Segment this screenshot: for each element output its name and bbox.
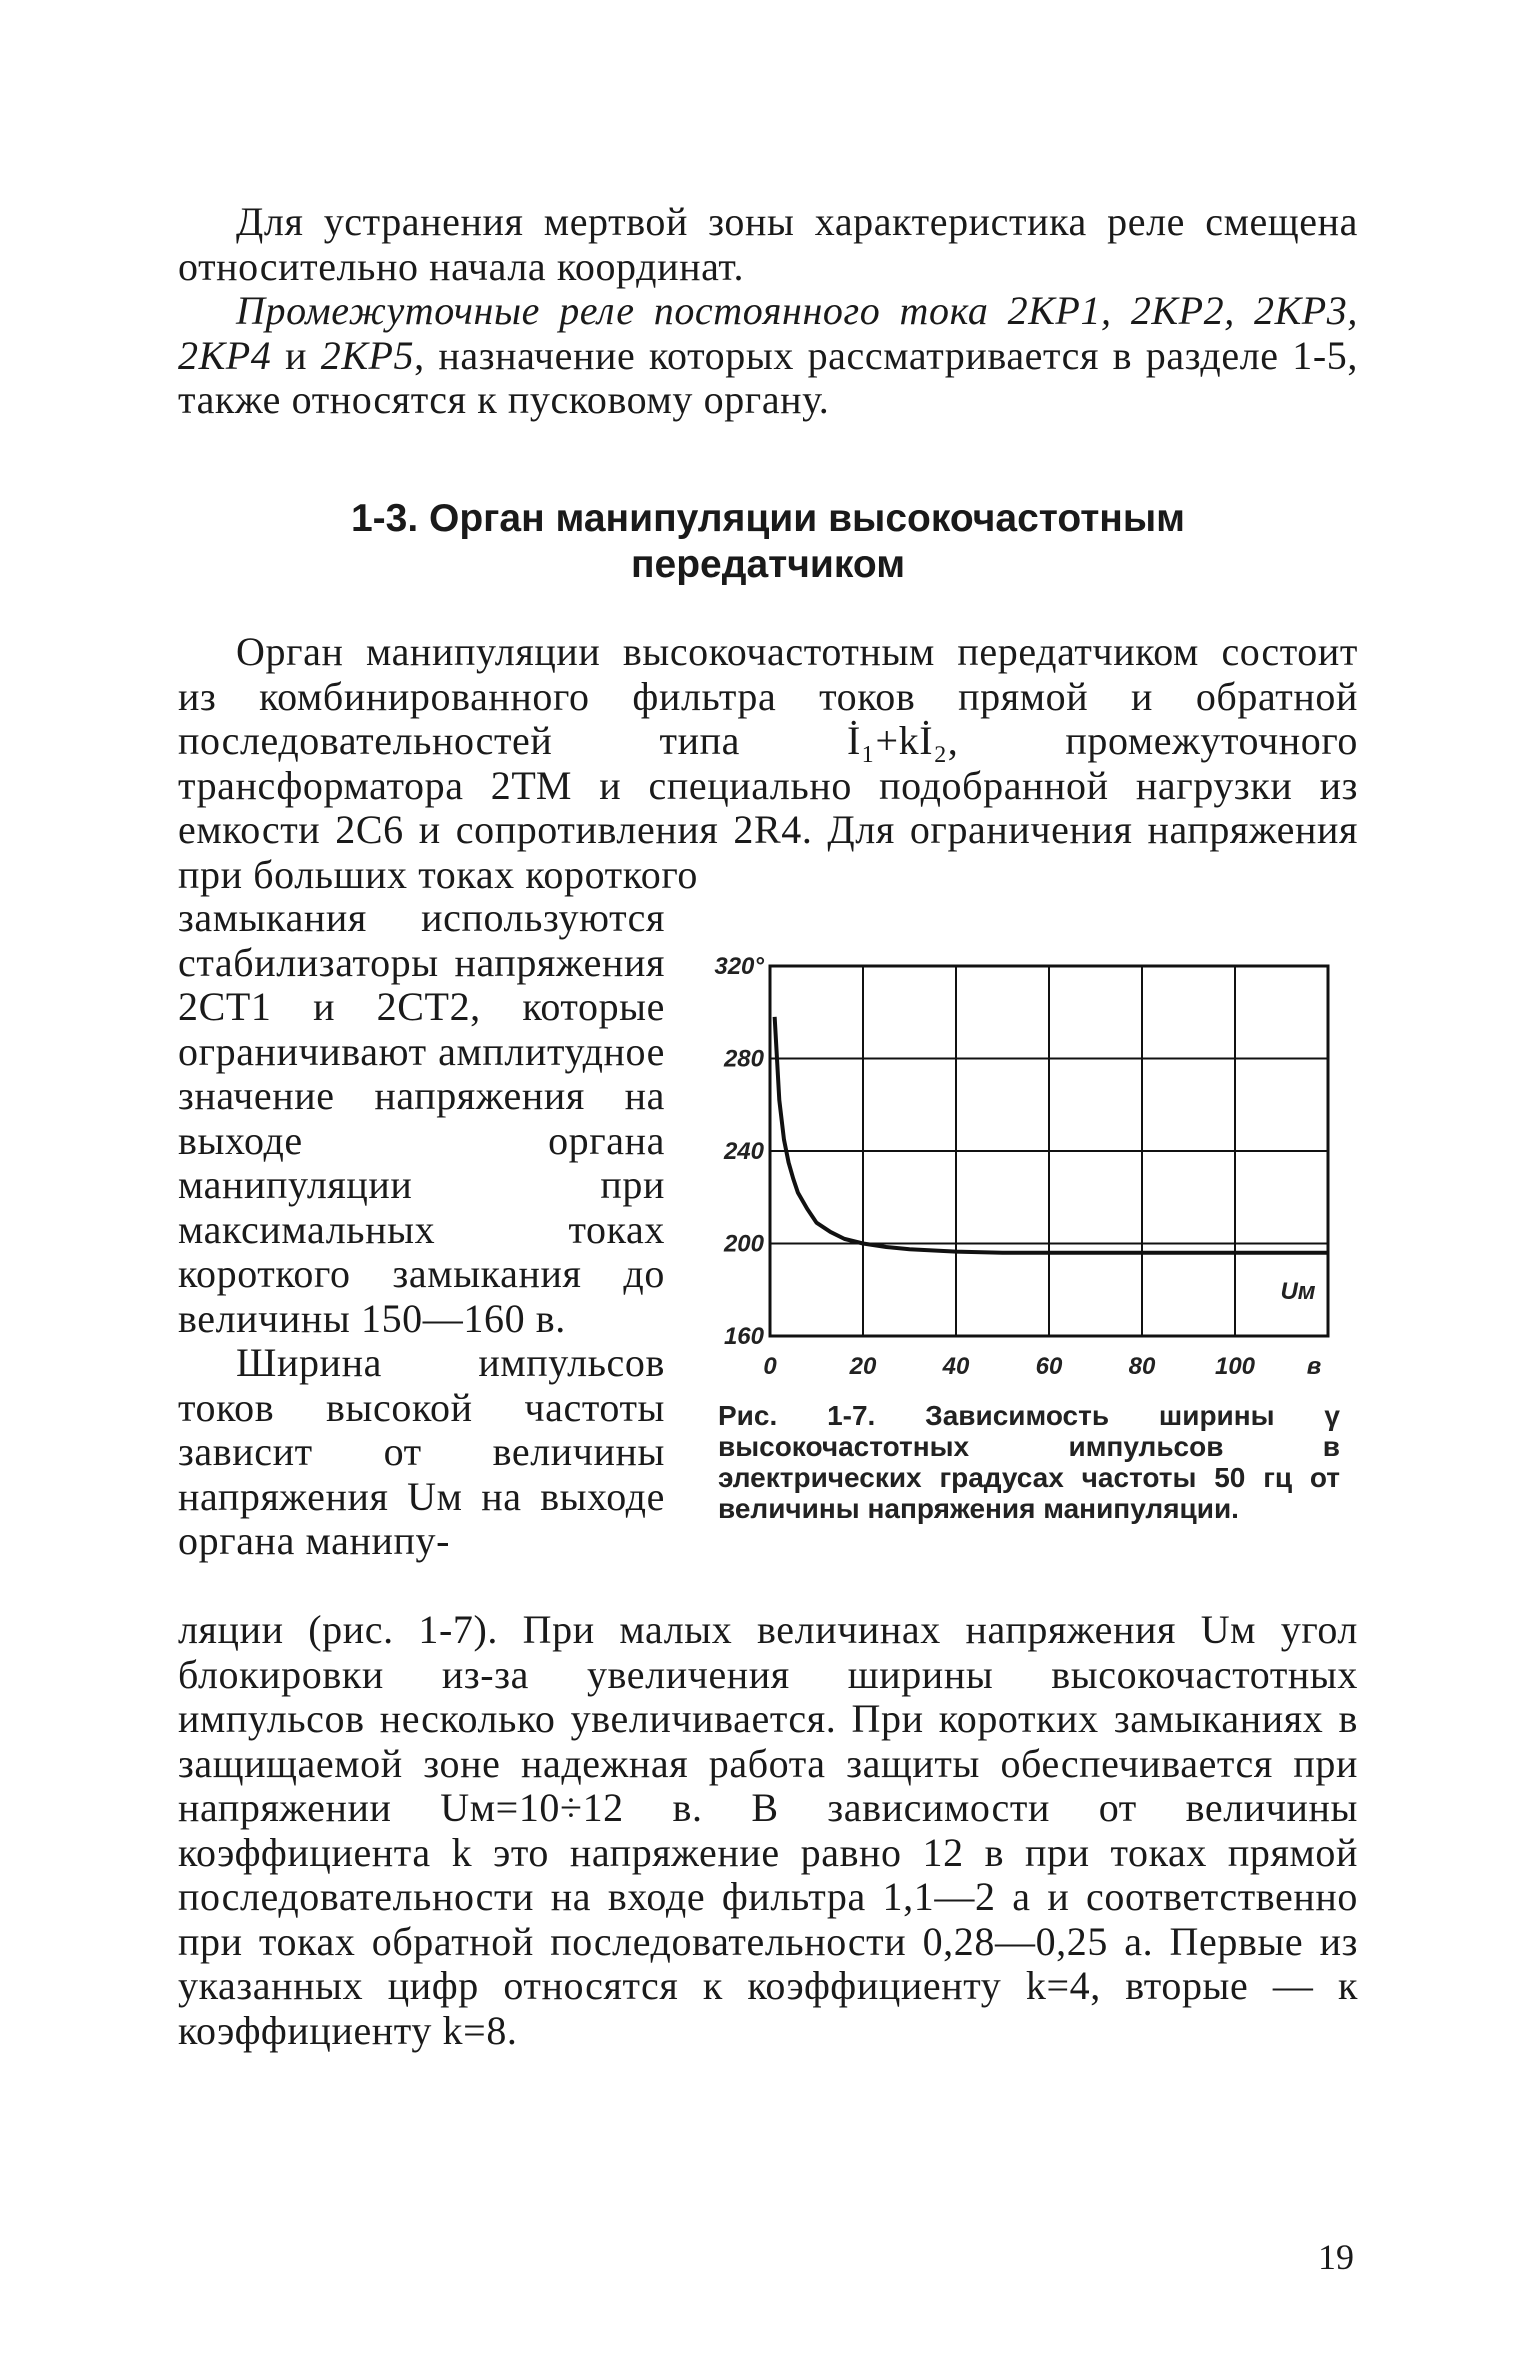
heading-line-1: 1-3. Орган манипуляции высокочастотным — [350, 497, 1186, 540]
paragraph-stabilizers: замыкания используются стабилизаторы напряжения 2СТ1 и 2СТ2, которые ограничивают амплитудное значение напряжения на выходе органа манипуляции при максимальных токах короткого замыкания до величины 150—160 в. — [178, 895, 665, 1341]
chart-grid — [770, 966, 1328, 1336]
x-tick-label: 100 — [1214, 1353, 1256, 1380]
y-tick-label: 280 — [723, 1045, 764, 1073]
chart-ticks — [714, 953, 1321, 1380]
x-tick-label: 60 — [1035, 1353, 1063, 1380]
text-block-bottom — [178, 1608, 1358, 2053]
paragraph-voltage: ляции (рис. 1-7). При малых величинах напряжения Uм угол блокировки из-за увеличения ширины высокочастотных импульсов несколько увеличивается. При коротких замыканиях в защищаемой зоне надежная работа защиты обеспечивается при напряжении Uм=10÷12 в. В зависимости от величины коэффициента k это напряжение равно 12 в при токах прямой последовательности на входе фильтра 1,1—2 а и соответственно при токах обратной последовательности 0,28—0,25 а. Первые из указанных цифр относятся к коэффициенту k=4, вторые — к коэффициенту k=8. — [178, 1607, 1358, 2053]
paragraph-pulse-width: Ширина импульсов токов высокой частоты зависит от величины напряжения Uм на выходе органа манипу- — [178, 1340, 665, 1563]
axis-annotation-um: Uм — [1280, 1278, 1316, 1305]
paragraph-organ: Орган манипуляции высокочастотным передатчиком состоит из комбинированного фильтра токов прямой и обратной последовательностей типа İ₁+kİ₂, промежуточного трансформатора 2ТМ и специально подобранной нагрузки из емкости 2С6 и сопротивления 2R4. Для ограничения напряжения при больших токах короткого — [178, 629, 1358, 897]
relays-italic: Промежуточные реле постоянного тока 2КР1, 2КР2, 2КР3, 2КР4 — [178, 288, 1358, 378]
paragraph-relays — [178, 289, 1358, 423]
page-number: 19 — [1318, 2237, 1354, 2277]
figure-chart — [700, 948, 1360, 1388]
x-tick-label: 0 — [763, 1353, 777, 1380]
heading-line-2: передатчиком — [630, 543, 906, 586]
section-heading — [178, 496, 1358, 588]
paragraph-dead-zone: Для устранения мертвой зоны характеристика реле смещена относительно начала координат. — [178, 199, 1358, 289]
x-tick-label: 80 — [1128, 1353, 1156, 1380]
y-tick-label: 160 — [723, 1323, 764, 1350]
text-block-top — [178, 200, 1358, 423]
relays-rest: , назначение которых рассматривается в разделе 1-5, также относятся к пусковому органу. — [178, 332, 1358, 422]
relays-and: и — [271, 332, 321, 378]
relays-italic-2: 2КР5 — [320, 332, 415, 378]
chart-series — [775, 1017, 1328, 1253]
x-tick-label: 20 — [849, 1353, 877, 1380]
x-axis-unit: в — [1306, 1353, 1322, 1380]
text-block-narrow — [178, 896, 665, 1564]
y-tick-label: 200 — [723, 1230, 764, 1258]
series-line — [775, 1017, 1328, 1253]
text-block-middle — [178, 630, 1358, 897]
y-tick-label: 320° — [714, 953, 764, 980]
figure-caption: Рис. 1-7. Зависимость ширины γ высокочастотных импульсов в электрических градусах частоты 50 гц от величины напряжения манипуляции. — [718, 1400, 1340, 1524]
x-tick-label: 40 — [942, 1353, 970, 1380]
y-tick-label: 240 — [723, 1138, 764, 1165]
